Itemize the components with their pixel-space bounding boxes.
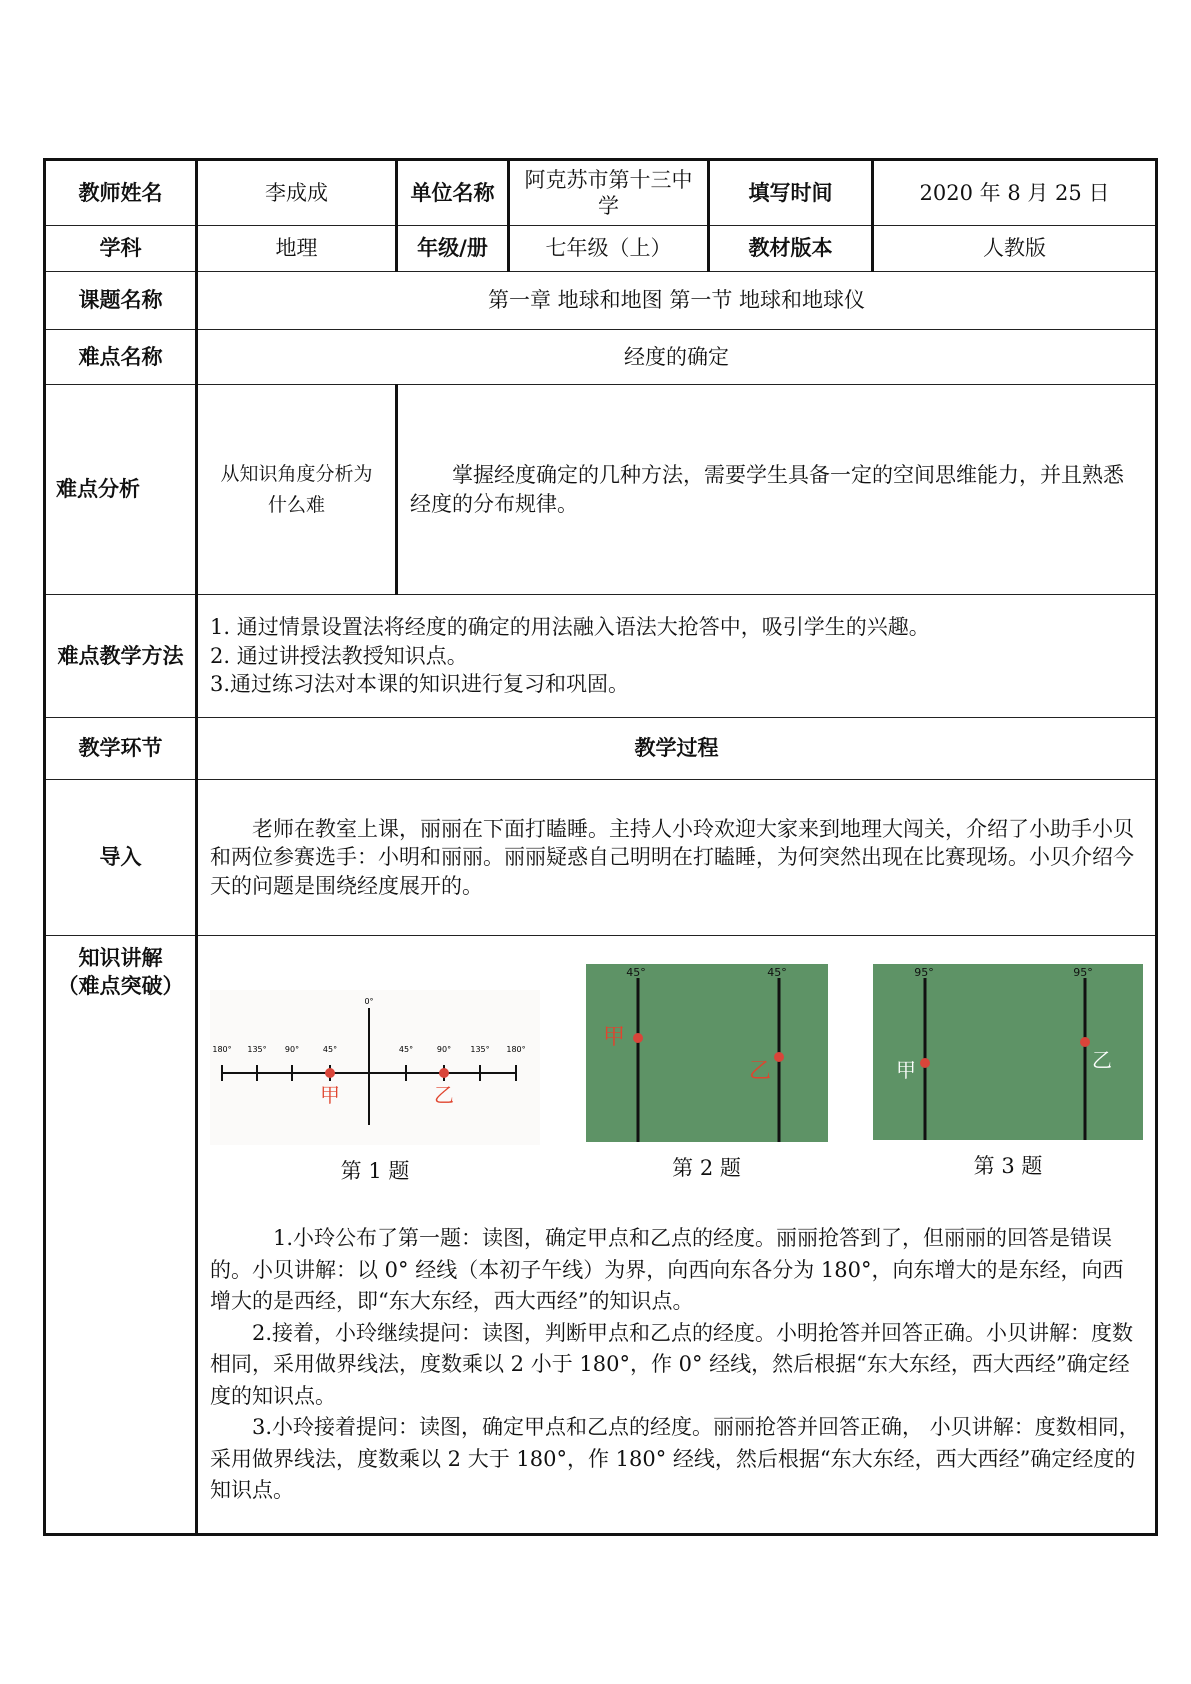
intro-label: 导入 — [45, 780, 197, 936]
edition-value: 人教版 — [873, 226, 1157, 272]
intro-row — [45, 780, 1157, 936]
point-a-label: 甲 — [896, 1058, 916, 1082]
figure-1-background — [210, 990, 540, 1145]
knowledge-paragraph: 2.接着，小玲继续提问：读图，判断甲点和乙点的经度。小明抢答并回答正确。小贝讲解：度数相同，采用做界线法，度数乘以 2 小于 180°，作 0° 经线，然后根据“东大东经，西大西经”确定经度的知识点。 — [210, 1320, 1134, 1408]
point-a-label: 甲 — [320, 1083, 340, 1107]
subject-label: 学科 — [45, 226, 197, 272]
line-label: 95° — [1073, 966, 1093, 979]
analysis-text: 掌握经度确定的几种方法，需要学生具备一定的空间思维能力，并且熟悉经度的分布规律。 — [410, 463, 1124, 516]
point-a-label: 甲 — [602, 1025, 625, 1050]
date-value: 2020 年 8 月 25 日 — [873, 160, 1157, 226]
analysis-text-cell — [397, 385, 1157, 595]
intro-text: 老师在教室上课，丽丽在下面打瞌睡。主持人小玲欢迎大家来到地理大闯关，介绍了小助手小贝和两位参赛选手：小明和丽丽。丽丽疑惑自己明明在打瞌睡，为何突然出现在比赛现场。小贝介绍今天的问题是围绕经度展开的。 — [210, 816, 1134, 898]
process-value: 教学过程 — [197, 718, 1157, 780]
header-row-2 — [45, 226, 1157, 272]
figure-1-caption: 第 1 题 — [340, 1159, 410, 1183]
point-b-label: 乙 — [434, 1083, 454, 1107]
intro-text-cell — [197, 780, 1157, 936]
teacher-label: 教师姓名 — [45, 160, 197, 226]
tick-label: 45° — [322, 1045, 338, 1054]
figure-3 — [873, 964, 1143, 1180]
knowledge-row — [45, 936, 1157, 1535]
knowledge-label-line1: 知识讲解 — [78, 946, 163, 970]
tick-label: 135° — [470, 1045, 490, 1054]
center-label: 0° — [364, 997, 374, 1006]
method-row — [45, 595, 1157, 718]
point-b-dot — [774, 1052, 784, 1062]
date-label: 填写时间 — [709, 160, 873, 226]
line-label: 45° — [766, 966, 787, 979]
knowledge-label — [45, 936, 197, 1535]
figure-2-background — [586, 964, 828, 1142]
tick-label: 180° — [212, 1045, 232, 1054]
figure-2-caption: 第 2 题 — [672, 1156, 741, 1180]
lesson-table — [43, 158, 1158, 1536]
method-list — [197, 595, 1157, 718]
analysis-label: 难点分析 — [45, 385, 197, 595]
tick-label: 180° — [506, 1045, 526, 1054]
difficulty-label: 难点名称 — [45, 330, 197, 385]
grade-label: 年级/册 — [397, 226, 509, 272]
teacher-value: 李成成 — [197, 160, 397, 226]
point-b-label: 乙 — [748, 1059, 771, 1084]
difficulty-row — [45, 330, 1157, 385]
method-label: 难点教学方法 — [45, 595, 197, 718]
figure-1 — [210, 964, 540, 1185]
process-label: 教学环节 — [45, 718, 197, 780]
figure-3-caption: 第 3 题 — [973, 1154, 1043, 1178]
unit-label: 单位名称 — [397, 160, 509, 226]
point-a-dot — [325, 1068, 335, 1078]
point-b-dot — [1080, 1037, 1090, 1047]
line-label: 45° — [625, 966, 646, 979]
tick-label: 90° — [436, 1045, 452, 1054]
point-a-dot — [633, 1033, 643, 1043]
knowledge-paragraph: 1.小玲公布了第一题：读图，确定甲点和乙点的经度。丽丽抢答到了，但丽丽的回答是错误的。小贝讲解：以 0° 经线（本初子午线）为界，向西向东各分为 180°，向东增大的是东经，向西增大的是西经，即“东大东经，西大西经”的知识点。 — [210, 1226, 1124, 1314]
knowledge-text — [198, 1185, 1155, 1507]
header-row-1 — [45, 160, 1157, 226]
figure-3-diagram — [873, 964, 1143, 1140]
analysis-sub-label: 从知识角度分析为什么难 — [197, 385, 397, 595]
knowledge-content — [197, 936, 1157, 1535]
analysis-row — [45, 385, 1157, 595]
difficulty-value: 经度的确定 — [197, 330, 1157, 385]
line-label: 95° — [914, 966, 934, 979]
method-item: 2. 通过讲授法教授知识点。 — [210, 643, 468, 668]
point-a-dot — [920, 1058, 930, 1068]
knowledge-paragraph: 3.小玲接着提问：读图，确定甲点和乙点的经度。丽丽抢答并回答正确， 小贝讲解：度数相同，采用做界线法，度数乘以 2 大于 180°，作 180° 经线，然后根据“东大东经，西大西经”确定经度的知识点。 — [210, 1415, 1140, 1503]
figure-2 — [586, 964, 828, 1182]
topic-value: 第一章 地球和地图 第一节 地球和地球仪 — [197, 272, 1157, 330]
method-item: 3.通过练习法对本课的知识进行复习和巩固。 — [210, 672, 630, 697]
point-b-label: 乙 — [1092, 1048, 1112, 1072]
tick-label: 90° — [284, 1045, 300, 1054]
edition-label: 教材版本 — [709, 226, 873, 272]
tick-label: 45° — [398, 1045, 414, 1054]
figure-row — [198, 964, 1155, 1185]
figure-2-diagram — [586, 964, 828, 1142]
point-b-dot — [439, 1068, 449, 1078]
knowledge-label-line2: （难点突破） — [57, 974, 184, 999]
grade-value: 七年级（上） — [509, 226, 709, 272]
tick-label: 135° — [247, 1045, 267, 1054]
figure-1-diagram — [210, 990, 540, 1145]
unit-value: 阿克苏市第十三中学 — [509, 160, 709, 226]
subject-value: 地理 — [197, 226, 397, 272]
topic-label: 课题名称 — [45, 272, 197, 330]
method-item: 1. 通过情景设置法将经度的确定的用法融入语法大抢答中，吸引学生的兴趣。 — [210, 615, 930, 640]
process-row — [45, 718, 1157, 780]
topic-row — [45, 272, 1157, 330]
